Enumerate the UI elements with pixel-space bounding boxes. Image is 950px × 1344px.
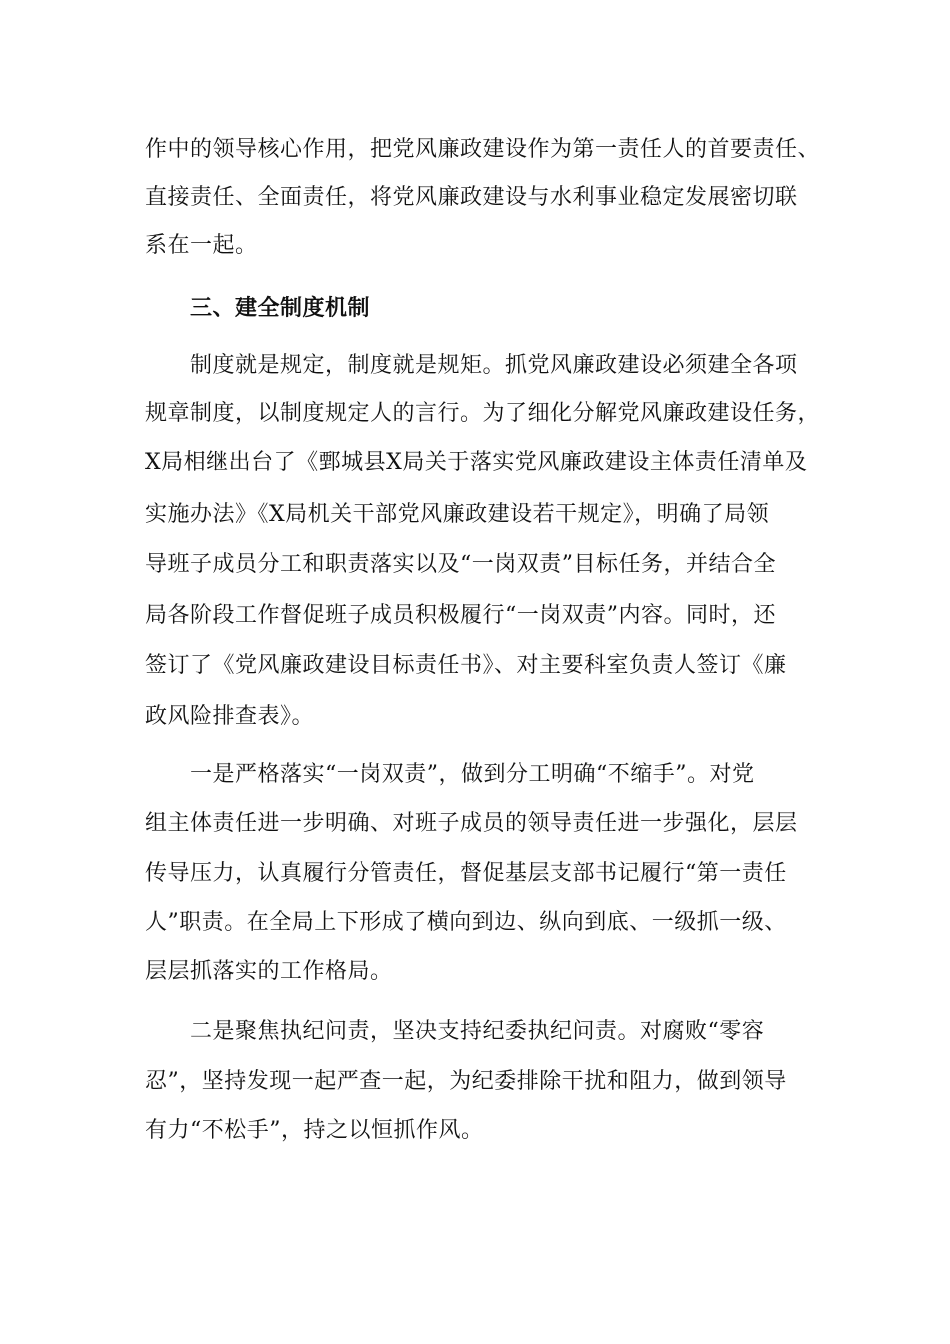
body-text-line: 组主体责任进一步明确、对班子成员的领导责任进一步强化，层层: [145, 811, 798, 836]
body-text-line: 实施办法》《X局机关干部党风廉政建设若干规定》，明确了局领: [145, 502, 770, 527]
body-text-line: 二是聚焦执纪问责，坚决支持纪委执纪问责。对腐败“零容: [190, 1019, 765, 1044]
body-text-line: 传导压力，认真履行分管责任，督促基层支部书记履行“第一责任: [145, 861, 787, 886]
body-text-line: 规章制度，以制度规定人的言行。为了细化分解党风廉政建设任务，: [145, 401, 821, 426]
body-text-line: 有力“不松手”，持之以恒抓作风。: [145, 1118, 484, 1143]
body-text-line: X局相继出台了《鄄城县X局关于落实党风廉政建设主体责任清单及: [145, 450, 808, 475]
body-text-line: 签订了《党风廉政建设目标责任书》、对主要科室负责人签订《廉: [145, 653, 787, 678]
body-text-line: 政风险排查表》。: [145, 704, 315, 729]
body-text-line: 系在一起。: [145, 233, 258, 258]
body-text-line: 层层抓落实的工作格局。: [145, 959, 393, 984]
body-text-line: 局各阶段工作督促班子成员积极履行“一岗双责”内容。同时，还: [145, 603, 776, 628]
body-text-line: 直接责任、全面责任，将党风廉政建设与水利事业稳定发展密切联: [145, 185, 798, 210]
body-text-line: 一是严格落实“一岗双责”，做到分工明确“不缩手”。对党: [190, 762, 755, 787]
body-text-line: 作中的领导核心作用，把党风廉政建设作为第一责任人的首要责任、: [145, 137, 821, 162]
section-heading: 三、建全制度机制: [190, 295, 371, 321]
body-text-line: 导班子成员分工和职责落实以及“一岗双责”目标任务，并结合全: [145, 552, 776, 577]
body-text-line: 制度就是规定，制度就是规矩。抓党风廉政建设必须建全各项: [190, 353, 798, 378]
body-text-line: 忍”，坚持发现一起严查一起，为纪委排除干扰和阻力，做到领导: [145, 1069, 787, 1094]
body-text-line: 人”职责。在全局上下形成了横向到边、纵向到底、一级抓一级、: [145, 910, 787, 935]
